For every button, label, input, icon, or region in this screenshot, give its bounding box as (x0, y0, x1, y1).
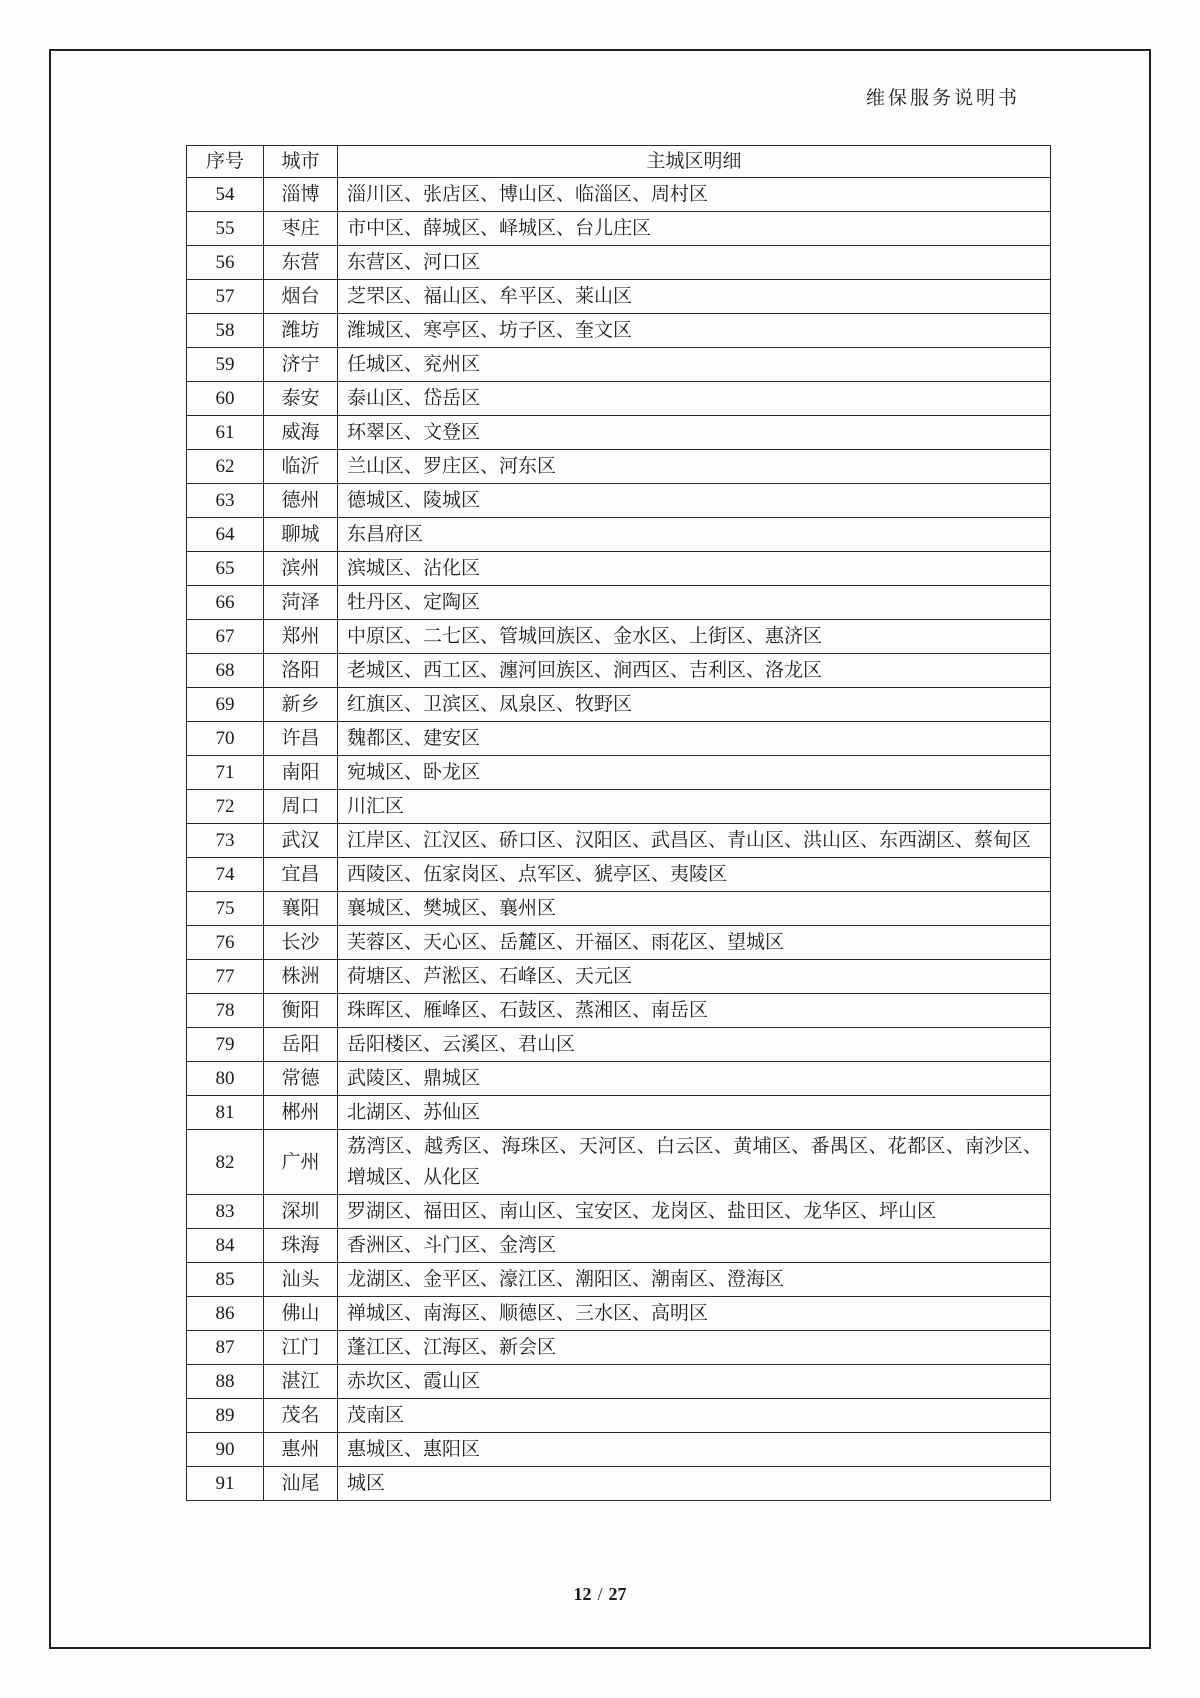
row-number-cell: 78 (187, 994, 264, 1028)
row-number-cell: 65 (187, 552, 264, 586)
column-header-districts: 主城区明细 (338, 146, 1051, 178)
table-row (187, 484, 1051, 518)
row-districts-cell: 淄川区、张店区、博山区、临淄区、周村区 (338, 178, 1051, 212)
row-number-cell: 74 (187, 858, 264, 892)
row-districts-cell: 北湖区、苏仙区 (338, 1096, 1051, 1130)
row-number-cell: 77 (187, 960, 264, 994)
table-row (187, 212, 1051, 246)
row-districts-cell: 荔湾区、越秀区、海珠区、天河区、白云区、黄埔区、番禺区、花都区、南沙区、增城区、从化区 (338, 1130, 1051, 1195)
row-number-cell: 81 (187, 1096, 264, 1130)
row-districts-cell: 禅城区、南海区、顺德区、三水区、高明区 (338, 1297, 1051, 1331)
table-row (187, 688, 1051, 722)
table-row (187, 1195, 1051, 1229)
row-number-cell: 79 (187, 1028, 264, 1062)
table-body (187, 178, 1051, 1501)
row-city-cell: 襄阳 (264, 892, 338, 926)
row-city-cell: 汕尾 (264, 1467, 338, 1501)
row-districts-cell: 潍城区、寒亭区、坊子区、奎文区 (338, 314, 1051, 348)
table-row (187, 654, 1051, 688)
row-number-cell: 56 (187, 246, 264, 280)
table-row (187, 960, 1051, 994)
row-districts-cell: 泰山区、岱岳区 (338, 382, 1051, 416)
row-districts-cell: 东营区、河口区 (338, 246, 1051, 280)
row-number-cell: 58 (187, 314, 264, 348)
table-row (187, 416, 1051, 450)
row-number-cell: 85 (187, 1263, 264, 1297)
table-row (187, 1331, 1051, 1365)
table-row (187, 450, 1051, 484)
row-number-cell: 68 (187, 654, 264, 688)
row-city-cell: 汕头 (264, 1263, 338, 1297)
row-city-cell: 周口 (264, 790, 338, 824)
page-number-total: 27 (608, 1584, 627, 1604)
row-city-cell: 湛江 (264, 1365, 338, 1399)
row-city-cell: 珠海 (264, 1229, 338, 1263)
row-number-cell: 64 (187, 518, 264, 552)
table-header-row (187, 146, 1051, 178)
row-districts-cell: 东昌府区 (338, 518, 1051, 552)
row-city-cell: 茂名 (264, 1399, 338, 1433)
row-number-cell: 59 (187, 348, 264, 382)
table-row (187, 552, 1051, 586)
row-city-cell: 常德 (264, 1062, 338, 1096)
row-districts-cell: 市中区、薛城区、峄城区、台儿庄区 (338, 212, 1051, 246)
row-districts-cell: 西陵区、伍家岗区、点军区、猇亭区、夷陵区 (338, 858, 1051, 892)
row-number-cell: 71 (187, 756, 264, 790)
table-row (187, 722, 1051, 756)
row-number-cell: 82 (187, 1130, 264, 1195)
row-number-cell: 89 (187, 1399, 264, 1433)
row-districts-cell: 珠晖区、雁峰区、石鼓区、蒸湘区、南岳区 (338, 994, 1051, 1028)
table-row (187, 620, 1051, 654)
table-row (187, 1467, 1051, 1501)
table-row (187, 1399, 1051, 1433)
row-city-cell: 惠州 (264, 1433, 338, 1467)
row-city-cell: 武汉 (264, 824, 338, 858)
row-city-cell: 烟台 (264, 280, 338, 314)
row-number-cell: 90 (187, 1433, 264, 1467)
table-row (187, 1096, 1051, 1130)
row-city-cell: 郴州 (264, 1096, 338, 1130)
row-number-cell: 72 (187, 790, 264, 824)
row-districts-cell: 襄城区、樊城区、襄州区 (338, 892, 1051, 926)
row-number-cell: 54 (187, 178, 264, 212)
row-number-cell: 87 (187, 1331, 264, 1365)
table-row (187, 348, 1051, 382)
row-city-cell: 淄博 (264, 178, 338, 212)
row-city-cell: 许昌 (264, 722, 338, 756)
table-row (187, 246, 1051, 280)
row-number-cell: 55 (187, 212, 264, 246)
row-districts-cell: 芝罘区、福山区、牟平区、莱山区 (338, 280, 1051, 314)
table-row (187, 756, 1051, 790)
table-row (187, 1365, 1051, 1399)
row-city-cell: 聊城 (264, 518, 338, 552)
table-row (187, 1028, 1051, 1062)
row-city-cell: 衡阳 (264, 994, 338, 1028)
row-city-cell: 潍坊 (264, 314, 338, 348)
city-districts-table (186, 145, 1051, 1501)
table-row (187, 858, 1051, 892)
row-districts-cell: 德城区、陵城区 (338, 484, 1051, 518)
page-number-current: 12 (573, 1584, 592, 1604)
row-city-cell: 德州 (264, 484, 338, 518)
row-districts-cell: 牡丹区、定陶区 (338, 586, 1051, 620)
row-city-cell: 株洲 (264, 960, 338, 994)
table-row (187, 1062, 1051, 1096)
row-city-cell: 临沂 (264, 450, 338, 484)
row-city-cell: 佛山 (264, 1297, 338, 1331)
row-number-cell: 69 (187, 688, 264, 722)
row-city-cell: 宜昌 (264, 858, 338, 892)
row-number-cell: 86 (187, 1297, 264, 1331)
table-row (187, 1130, 1051, 1195)
row-number-cell: 84 (187, 1229, 264, 1263)
row-city-cell: 枣庄 (264, 212, 338, 246)
row-number-cell: 61 (187, 416, 264, 450)
table-row (187, 586, 1051, 620)
row-city-cell: 南阳 (264, 756, 338, 790)
table-row (187, 280, 1051, 314)
row-districts-cell: 茂南区 (338, 1399, 1051, 1433)
row-districts-cell: 川汇区 (338, 790, 1051, 824)
column-header-number: 序号 (187, 146, 264, 178)
row-city-cell: 深圳 (264, 1195, 338, 1229)
row-number-cell: 88 (187, 1365, 264, 1399)
row-number-cell: 75 (187, 892, 264, 926)
row-number-cell: 60 (187, 382, 264, 416)
table-row (187, 1297, 1051, 1331)
column-header-city: 城市 (264, 146, 338, 178)
row-districts-cell: 城区 (338, 1467, 1051, 1501)
row-city-cell: 长沙 (264, 926, 338, 960)
row-districts-cell: 赤坎区、霞山区 (338, 1365, 1051, 1399)
row-number-cell: 63 (187, 484, 264, 518)
row-districts-cell: 香洲区、斗门区、金湾区 (338, 1229, 1051, 1263)
table-row (187, 178, 1051, 212)
row-districts-cell: 老城区、西工区、瀍河回族区、涧西区、吉利区、洛龙区 (338, 654, 1051, 688)
row-city-cell: 威海 (264, 416, 338, 450)
row-number-cell: 62 (187, 450, 264, 484)
table-row (187, 1229, 1051, 1263)
row-districts-cell: 任城区、兖州区 (338, 348, 1051, 382)
row-number-cell: 83 (187, 1195, 264, 1229)
table-row (187, 1433, 1051, 1467)
row-districts-cell: 罗湖区、福田区、南山区、宝安区、龙岗区、盐田区、龙华区、坪山区 (338, 1195, 1051, 1229)
table-row (187, 824, 1051, 858)
document-header-title: 维保服务说明书 (865, 88, 1020, 109)
table-row (187, 926, 1051, 960)
row-city-cell: 泰安 (264, 382, 338, 416)
page-number-separator: / (597, 1584, 603, 1604)
row-districts-cell: 惠城区、惠阳区 (338, 1433, 1051, 1467)
row-city-cell: 菏泽 (264, 586, 338, 620)
row-number-cell: 66 (187, 586, 264, 620)
row-districts-cell: 环翠区、文登区 (338, 416, 1051, 450)
row-number-cell: 73 (187, 824, 264, 858)
row-city-cell: 东营 (264, 246, 338, 280)
row-districts-cell: 荷塘区、芦淞区、石峰区、天元区 (338, 960, 1051, 994)
row-districts-cell: 中原区、二七区、管城回族区、金水区、上街区、惠济区 (338, 620, 1051, 654)
row-districts-cell: 宛城区、卧龙区 (338, 756, 1051, 790)
row-number-cell: 67 (187, 620, 264, 654)
table-row (187, 790, 1051, 824)
table-row (187, 314, 1051, 348)
page-footer (0, 1584, 1200, 1605)
row-number-cell: 57 (187, 280, 264, 314)
row-city-cell: 济宁 (264, 348, 338, 382)
table-row (187, 518, 1051, 552)
row-city-cell: 洛阳 (264, 654, 338, 688)
row-districts-cell: 武陵区、鼎城区 (338, 1062, 1051, 1096)
row-districts-cell: 龙湖区、金平区、濠江区、潮阳区、潮南区、澄海区 (338, 1263, 1051, 1297)
row-city-cell: 岳阳 (264, 1028, 338, 1062)
row-city-cell: 江门 (264, 1331, 338, 1365)
table-row (187, 1263, 1051, 1297)
row-districts-cell: 魏都区、建安区 (338, 722, 1051, 756)
row-number-cell: 91 (187, 1467, 264, 1501)
row-districts-cell: 芙蓉区、天心区、岳麓区、开福区、雨花区、望城区 (338, 926, 1051, 960)
row-districts-cell: 江岸区、江汉区、硚口区、汉阳区、武昌区、青山区、洪山区、东西湖区、蔡甸区 (338, 824, 1051, 858)
row-number-cell: 80 (187, 1062, 264, 1096)
row-districts-cell: 滨城区、沾化区 (338, 552, 1051, 586)
row-city-cell: 新乡 (264, 688, 338, 722)
table-row (187, 382, 1051, 416)
row-number-cell: 70 (187, 722, 264, 756)
row-city-cell: 广州 (264, 1130, 338, 1195)
row-districts-cell: 岳阳楼区、云溪区、君山区 (338, 1028, 1051, 1062)
row-districts-cell: 红旗区、卫滨区、凤泉区、牧野区 (338, 688, 1051, 722)
row-districts-cell: 蓬江区、江海区、新会区 (338, 1331, 1051, 1365)
table-row (187, 994, 1051, 1028)
row-districts-cell: 兰山区、罗庄区、河东区 (338, 450, 1051, 484)
row-city-cell: 滨州 (264, 552, 338, 586)
row-city-cell: 郑州 (264, 620, 338, 654)
row-number-cell: 76 (187, 926, 264, 960)
table-row (187, 892, 1051, 926)
